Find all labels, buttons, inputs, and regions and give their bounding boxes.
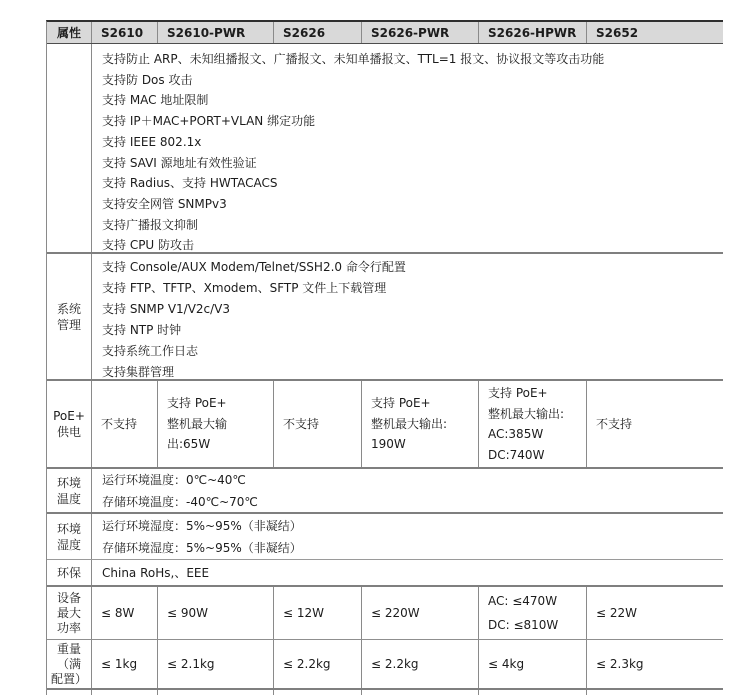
system-management-list: [91, 254, 723, 379]
header-cell-s2626-pwr: S2626-PWR: [361, 22, 478, 43]
cell-line: 整机最大输: [167, 416, 228, 431]
label-line: 供电: [56, 425, 81, 439]
weight-cell-s2626: [273, 640, 361, 688]
feature-line: 支持 NTP 时钟: [102, 323, 182, 338]
cell-line: ≤ 1kg: [101, 656, 138, 671]
section-max-power: [47, 585, 723, 639]
cell-line: DC:740W: [488, 447, 545, 462]
cell-line: 不支持: [101, 416, 138, 431]
cell-line: 出:65W: [167, 437, 211, 452]
clipped-next-row: [47, 688, 723, 695]
header-cell-attribute: 属性: [56, 26, 81, 40]
power-cell-s2652: [586, 587, 723, 639]
weight-cell-s2610-pwr: [157, 640, 273, 688]
poe-cell-s2626-pwr: [361, 381, 478, 467]
feature-line: 支持防止 ARP、未知组播报文、广播报文、未知单播报文、TTL=1 报文、协议报文等攻击功能: [102, 52, 605, 66]
label-line: 设备: [56, 590, 81, 605]
label-line: 配置）: [50, 671, 87, 686]
poe-cell-s2626-hpwr: [478, 381, 586, 467]
section-label-empty: [47, 44, 91, 252]
cell-line: ≤ 2.1kg: [167, 656, 215, 671]
cell-line: 不支持: [283, 416, 320, 431]
weight-cell-s2610: [91, 640, 157, 688]
label-line: 湿度: [56, 537, 81, 552]
header-cell-s2652: S2652: [586, 22, 723, 43]
section-label-ambient-humidity: [47, 514, 91, 559]
cell-line: AC:385W: [488, 427, 544, 441]
power-cell-s2626-pwr: [361, 587, 478, 639]
section-system-management: [47, 252, 723, 379]
security-feature-list: [91, 44, 723, 252]
section-weight: [47, 639, 723, 688]
label-line: 最大: [56, 605, 81, 620]
feature-line: 支持广播报文抑制: [102, 217, 199, 232]
cell-line: ≤ 2.2kg: [371, 656, 419, 671]
cell-line: ≤ 90W: [167, 606, 209, 620]
power-cell-s2626: [273, 587, 361, 639]
weight-cell-s2626-pwr: [361, 640, 478, 688]
spec-line: 运行环境温度：0℃~40℃: [102, 472, 246, 487]
spec-line: 存储环境湿度：5%~95%（非凝结）: [102, 540, 302, 555]
power-cell-s2626-hpwr: [478, 587, 586, 639]
cell-line: AC: ≤470W: [488, 594, 558, 608]
label-line: （满: [56, 656, 81, 671]
cell-line: 不支持: [596, 416, 633, 431]
section-security-features: [47, 44, 723, 252]
section-ambient-temperature: [47, 467, 723, 512]
feature-line: 支持 Radius、支持 HWTACACS: [102, 176, 278, 191]
feature-line: 支持 CPU 防攻击: [102, 238, 195, 252]
cell-line: ≤ 8W: [101, 606, 135, 620]
feature-line: 支持防 Dos 攻击: [102, 72, 193, 87]
label-line: 功率: [56, 620, 81, 635]
section-label-weight: [47, 640, 91, 688]
feature-line: 支持 IP＋MAC+PORT+VLAN 绑定功能: [102, 114, 316, 129]
feature-line: 支持 FTP、TFTP、Xmodem、SFTP 文件上下载管理: [102, 281, 387, 296]
label-line: 环保: [56, 565, 81, 580]
humidity-values: [91, 514, 723, 559]
label-line: 温度: [56, 491, 81, 506]
feature-line: 支持 MAC 地址限制: [102, 93, 209, 108]
label-line: 环境: [56, 475, 81, 490]
cell-line: ≤ 2.2kg: [283, 656, 331, 671]
cell-line: ≤ 12W: [283, 606, 325, 620]
spec-line: 存储环境温度：-40℃~70℃: [102, 494, 258, 509]
label-line: PoE+: [53, 409, 85, 423]
cell-line: ≤ 220W: [371, 606, 420, 620]
weight-cell-s2626-hpwr: [478, 640, 586, 688]
spec-line: China RoHs,、EEE: [102, 566, 210, 580]
power-cell-s2610-pwr: [157, 587, 273, 639]
cell-line: ≤ 22W: [596, 606, 638, 620]
label-line: 重量: [56, 641, 81, 656]
temperature-values: [91, 469, 723, 512]
section-poe-power: [47, 379, 723, 467]
label-line: 环境: [56, 521, 81, 536]
section-environmental: [47, 559, 723, 585]
cell-line: 整机最大输出:: [371, 416, 448, 431]
feature-line: 支持系统工作日志: [102, 344, 199, 359]
header-cell-s2626-hpwr: S2626-HPWR: [478, 22, 586, 43]
poe-cell-s2610-pwr: [157, 381, 273, 467]
spec-line: 运行环境湿度：5%~95%（非凝结）: [102, 518, 302, 533]
label-line: 管理: [56, 317, 81, 332]
cell-line: DC: ≤810W: [488, 618, 559, 632]
cell-line: ≤ 4kg: [488, 656, 525, 671]
cell-line: 支持 PoE+: [488, 386, 548, 400]
table-header-row: [47, 22, 723, 44]
header-cell-s2626: S2626: [273, 22, 361, 43]
header-cell-s2610-pwr: S2610-PWR: [157, 22, 273, 43]
cell-line: ≤ 2.3kg: [596, 656, 644, 671]
section-ambient-humidity: [47, 512, 723, 559]
cell-line: 支持 PoE+: [371, 396, 431, 411]
poe-cell-s2626: [273, 381, 361, 467]
cell-line: 整机最大输出:: [488, 406, 565, 421]
section-label-poe-power: [47, 381, 91, 467]
power-cell-s2610: [91, 587, 157, 639]
environmental-values: [91, 560, 723, 585]
section-label-environmental: [47, 560, 91, 585]
switch-spec-table: [46, 20, 723, 695]
feature-line: 支持 SAVI 源地址有效性验证: [102, 155, 257, 170]
feature-line: 支持 Console/AUX Modem/Telnet/SSH2.0 命令行配置: [102, 260, 406, 274]
section-label-max-power: [47, 587, 91, 639]
poe-cell-s2652: [586, 381, 723, 467]
weight-cell-s2652: [586, 640, 723, 688]
section-label-system-management: [47, 254, 91, 379]
feature-line: 支持 SNMP V1/V2c/V3: [102, 302, 231, 317]
feature-line: 支持集群管理: [102, 365, 175, 379]
section-label-ambient-temperature: [47, 469, 91, 512]
feature-line: 支持 IEEE 802.1x: [102, 134, 202, 149]
feature-line: 支持安全网管 SNMPv3: [102, 196, 227, 211]
poe-cell-s2610: [91, 381, 157, 467]
label-line: 系统: [56, 301, 81, 316]
cell-line: 190W: [371, 437, 406, 452]
cell-line: 支持 PoE+: [167, 396, 227, 411]
header-cell-s2610: S2610: [91, 22, 157, 43]
